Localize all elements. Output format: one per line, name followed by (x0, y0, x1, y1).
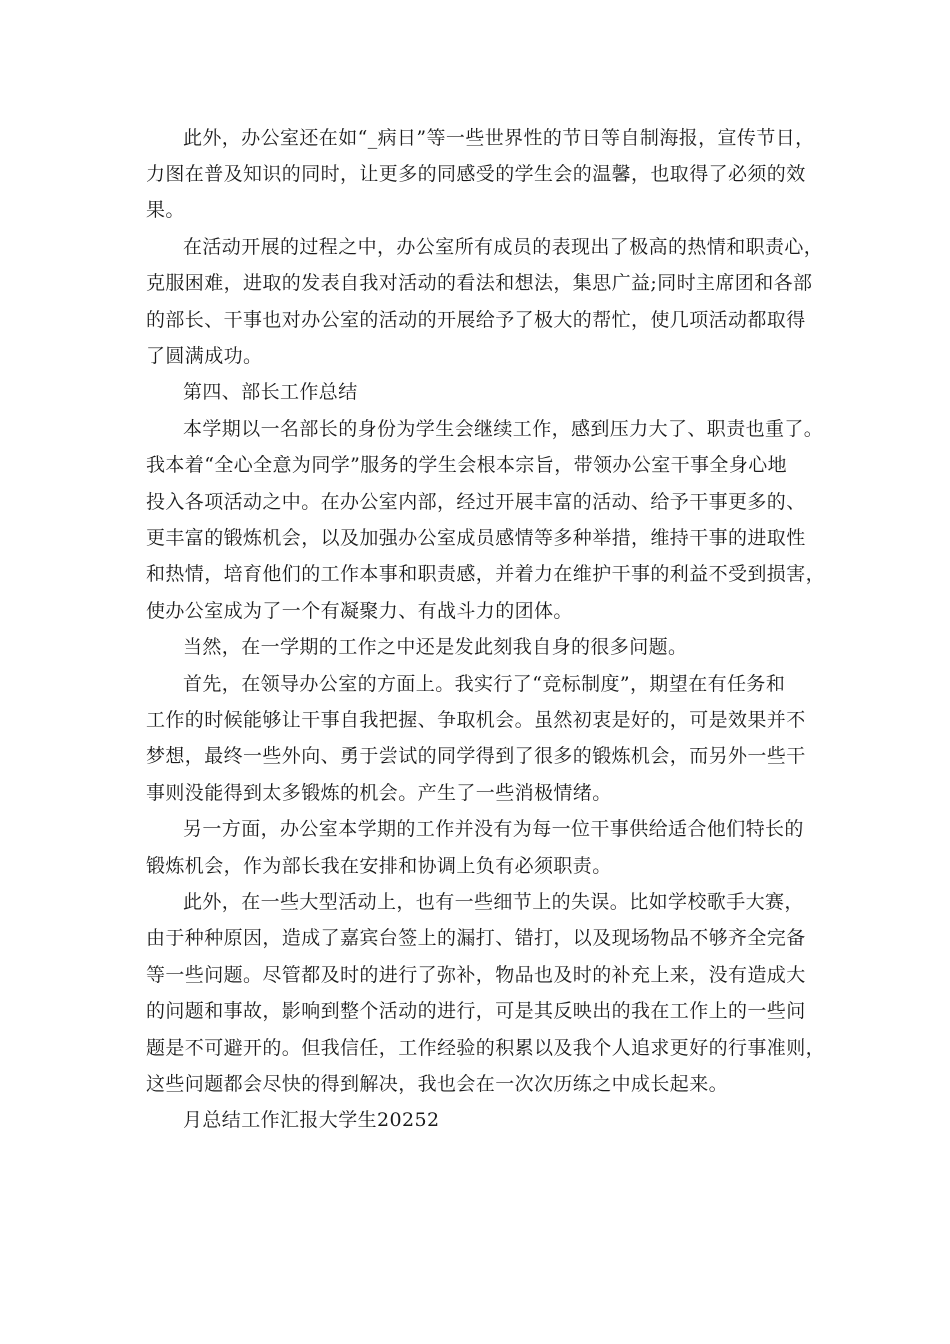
text-line: 力图在普及知识的同时，让更多的同感受的学生会的温馨，也取得了必须的效 (146, 163, 806, 185)
text-line: 我本着“全心全意为同学”服务的学生会根本宗旨，带领办公室干事全身心地 (146, 454, 788, 476)
section-heading: 月总结工作汇报大学生20252 (183, 1109, 440, 1131)
text-line: 当然，在一学期的工作之中还是发此刻我自身的很多问题。 (183, 636, 688, 658)
text-line: 首先，在领导办公室的方面上。我实行了“竞标制度”，期望在有任务和 (183, 673, 786, 695)
text-line: 使办公室成为了一个有凝聚力、有战斗力的团体。 (146, 600, 573, 622)
text-line: 的问题和事故，影响到整个活动的进行，可是其反映出的我在工作上的一些问 (146, 1000, 806, 1022)
text-line: 本学期以一名部长的身份为学生会继续工作，感到压力大了、职责也重了。 (183, 418, 824, 440)
text-line: 由于种种原因，造成了嘉宾台签上的漏打、错打，以及现场物品不够齐全完备 (146, 927, 806, 949)
text-line: 果。 (146, 199, 185, 221)
text-line: 的部长、干事也对办公室的活动的开展给予了极大的帮忙，使几项活动都取得 (146, 309, 806, 331)
text-line: 了圆满成功。 (146, 345, 263, 367)
text-line: 等一些问题。尽管都及时的进行了弥补，物品也及时的补充上来，没有造成大 (146, 964, 806, 986)
text-line: 此外，在一些大型活动上，也有一些细节上的失误。比如学校歌手大赛， (183, 891, 804, 913)
text-line: 克服困难，进取的发表自我对活动的看法和想法，集思广益;同时主席团和各部 (146, 272, 813, 294)
text-line: 投入各项活动之中。在办公室内部，经过开展丰富的活动、给予干事更多的、 (146, 491, 806, 513)
text-line: 在活动开展的过程之中，办公室所有成员的表现出了极高的热情和职责心， (183, 236, 824, 258)
text-line: 这些问题都会尽快的得到解决，我也会在一次次历练之中成长起来。 (146, 1073, 729, 1095)
section-heading: 第四、部长工作总结 (183, 381, 358, 403)
text-line: 此外，办公室还在如“_病日”等一些世界性的节日等自制海报，宣传节日， (183, 127, 815, 149)
text-line: 和热情，培育他们的工作本事和职责感，并着力在维护干事的利益不受到损害， (146, 563, 826, 585)
text-line: 事则没能得到太多锻炼的机会。产生了一些消极情绪。 (146, 782, 612, 804)
text-line: 题是不可避开的。但我信任，工作经验的积累以及我个人追求更好的行事准则， (146, 1037, 826, 1059)
text-line: 工作的时候能够让干事自我把握、争取机会。虽然初衷是好的，可是效果并不 (146, 709, 806, 731)
text-line: 另一方面，办公室本学期的工作并没有为每一位干事供给适合他们特长的 (183, 818, 804, 840)
text-line: 锻炼机会，作为部长我在安排和协调上负有必须职责。 (146, 855, 612, 877)
text-line: 更丰富的锻炼机会，以及加强办公室成员感情等多种举措，维持干事的进取性 (146, 527, 806, 549)
text-line: 梦想，最终一些外向、勇于尝试的同学得到了很多的锻炼机会，而另外一些干 (146, 745, 806, 767)
